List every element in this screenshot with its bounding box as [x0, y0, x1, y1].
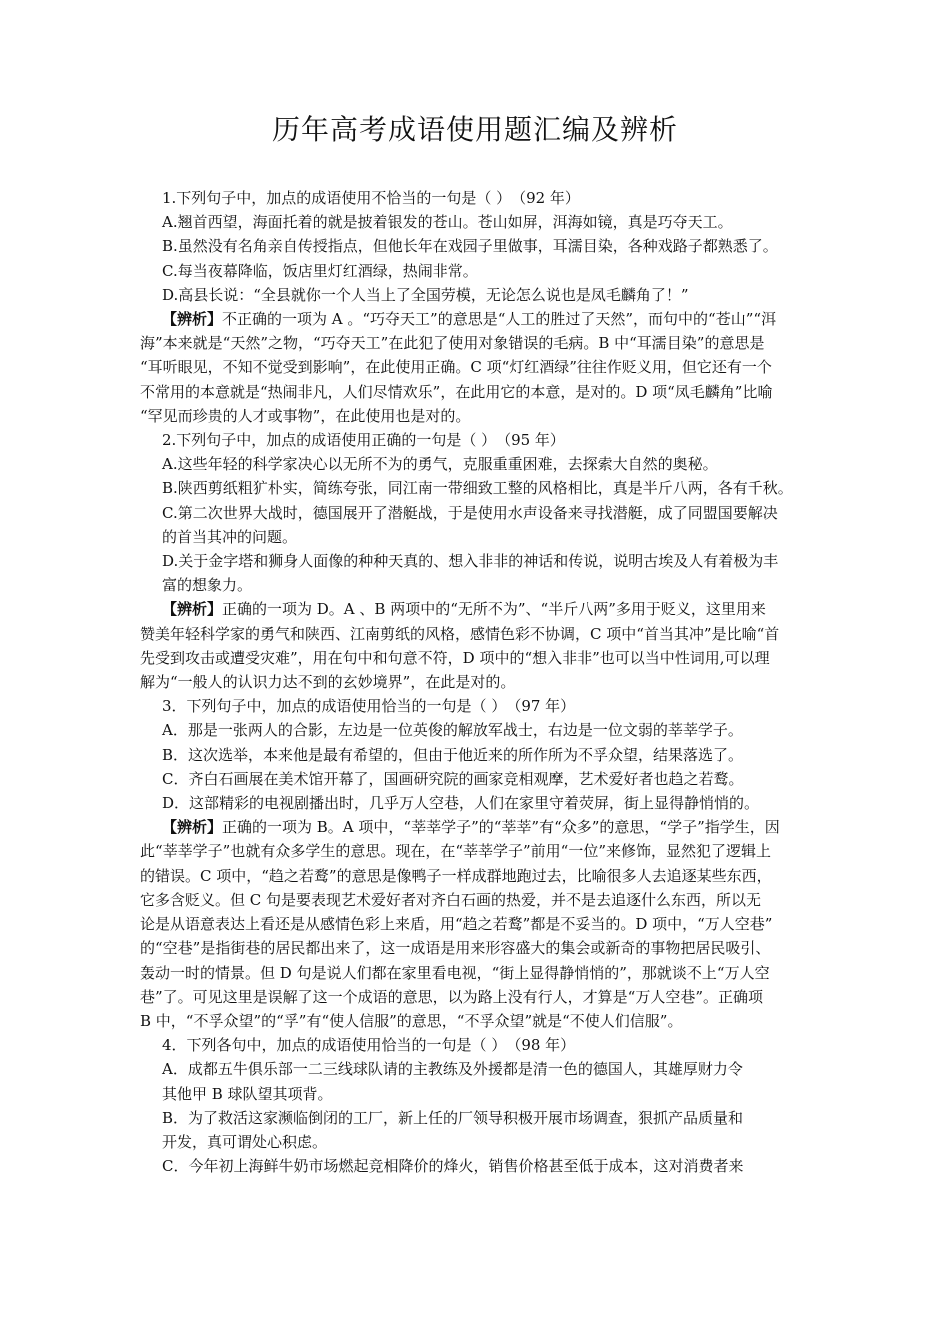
option-line: C．今年初上海鲜牛奶市场燃起竞相降价的烽火，销售价格甚至低于成本，这对消费者来 — [162, 1157, 744, 1176]
analysis-line: 不常用的本意就是“热闹非凡，人们尽情欢乐”，在此用它的本意，是对的。D 项“凤毛麟角”比喻 — [140, 382, 773, 401]
analysis-line: “罕见而珍贵的人才或事物”，在此使用也是对的。 — [140, 406, 471, 425]
question-1-option-b: B.虽然没有名角亲自传授指点，但他长年在戏园子里做事，耳濡目染，各种戏路子都熟悉了。 — [162, 237, 778, 256]
document-title: 历年高考成语使用题汇编及辨析 — [271, 113, 678, 146]
analysis-line: 海”本来就是“天然”之物，“巧夺天工”在此犯了使用对象错误的毛病。B 中“耳濡目染”的意思是 — [140, 334, 765, 353]
option-line: A．成都五牛俱乐部一二三线球队请的主教练及外援都是清一色的德国人，其雄厚财力令 — [162, 1060, 743, 1079]
analysis-tag: 【辨析】 — [162, 310, 223, 329]
question-2-option-c — [140, 501, 812, 549]
analysis-tag: 【辨析】 — [162, 600, 223, 619]
option-line: 其他甲 B 球队望其项背。 — [162, 1084, 333, 1103]
question-3-option-d: D．这部精彩的电视剧播出时，几乎万人空巷，人们在家里守着荧屏，街上显得静悄悄的。 — [162, 794, 760, 813]
question-2-analysis — [140, 597, 812, 621]
question-1-option-c: C.每当夜幕降临，饭店里灯红酒绿，热闹非常。 — [162, 261, 478, 280]
document-body — [140, 186, 812, 1178]
option-line: B．为了救活这家濒临倒闭的工厂，新上任的厂领导积极开展市场调查，狠抓产品质量和 — [162, 1108, 744, 1127]
analysis-line: 巷”了。可见这里是误解了这一个成语的意思，以为路上没有行人，才算是“万人空巷”。正确项 — [140, 987, 764, 1006]
option-line: 富的想象力。 — [162, 576, 253, 595]
analysis-line: B 中，“不孚众望”的“孚”有“使人信服”的意思，“不孚众望”就是“不使人们信服”。 — [140, 1011, 683, 1030]
question-2-stem: 2.下列句子中，加点的成语使用正确的一句是（ ） （95 年） — [162, 431, 565, 450]
question-2-option-d — [140, 549, 812, 597]
analysis-line: 轰动一时的情景。但 D 句是说人们都在家里看电视，“街上显得静悄悄的”，那就谈不上“万人空 — [140, 963, 770, 982]
analysis-line: 此“莘莘学子”也就有众多学生的意思。现在，在“莘莘学子”前用“一位”来修饰，显然犯了逻辑上 — [140, 842, 772, 861]
option-line: 的首当其冲的问题。 — [162, 527, 298, 546]
question-4-option-a — [140, 1057, 812, 1105]
analysis-line: 的“空巷”是指街巷的居民都出来了，这一成语是用来形容盛大的集会或新奇的事物把居民吸引、 — [140, 939, 771, 958]
question-3-stem: 3．下列句子中，加点的成语使用恰当的一句是（ ） （97 年） — [162, 697, 576, 716]
analysis-line: 的错误。C 项中，“趋之若鹜”的意思是像鸭子一样成群地跑过去，比喻很多人去追逐某些东西， — [140, 866, 772, 885]
question-3-option-b: B．这次选举，本来他是最有希望的，但由于他近来的所作所为不孚众望，结果落选了。 — [162, 745, 744, 764]
analysis-line: 解为“一般人的认识力达不到的玄妙境界”，在此是对的。 — [140, 673, 516, 692]
question-1-analysis — [140, 307, 812, 331]
question-4-stem: 4．下列各句中，加点的成语使用恰当的一句是（ ） （98 年） — [162, 1036, 576, 1055]
question-3-option-c: C．齐白石画展在美术馆开幕了，国画研究院的画家竞相观摩，艺术爱好者也趋之若鹜。 — [162, 769, 744, 788]
question-4-option-c — [140, 1154, 812, 1178]
question-4-option-b — [140, 1106, 812, 1154]
analysis-line: 它多含贬义。但 C 句是要表现艺术爱好者对齐白石画的热爱，并不是去追逐什么东西，所以无 — [140, 890, 762, 909]
analysis-line: 正确的一项为 B。A 项中，“莘莘学子”的“莘莘”有“众多”的意思，“学子”指学生，因 — [222, 818, 780, 837]
analysis-line: 正确的一项为 D。A 、B 两项中的“无所不为”、“半斤八两”多用于贬义，这里用来 — [222, 600, 766, 619]
question-2-option-a: A.这些年轻的科学家决心以无所不为的勇气，克服重重困难，去探索大自然的奥秘。 — [162, 455, 718, 474]
option-line: 开发，真可谓处心积虑。 — [162, 1132, 328, 1151]
analysis-line: “耳听眼见，不知不觉受到影响”，在此使用正确。C 项“灯红酒绿”往往作贬义用，但它还有一个 — [140, 358, 772, 377]
question-2-option-b: B.陕西剪纸粗犷朴实，简练夸张，同江南一带细致工整的风格相比，真是半斤八两，各有千秋。 — [162, 479, 793, 498]
question-1-option-a: A.翘首西望，海面托着的就是披着银发的苍山。苍山如屏，洱海如镜，真是巧夺天工。 — [162, 213, 733, 232]
analysis-line: 先受到攻击或遭受灾难”，用在句中和句意不符，D 项中的“想入非非”也可以当中性词用,可以理 — [140, 648, 770, 667]
question-1-stem: 1.下列句子中，加点的成语使用不恰当的一句是（ ） （92 年） — [162, 189, 580, 207]
question-3-option-a: A．那是一张两人的合影，左边是一位英俊的解放军战士，右边是一位文弱的莘莘学子。 — [162, 721, 743, 740]
question-1-option-d: D.高县长说：“全县就你一个人当上了全国劳模，无论怎么说也是凤毛麟角了！” — [162, 285, 689, 304]
analysis-line: 不正确的一项为 A 。“巧夺天工”的意思是“人工的胜过了天然”，而句中的“苍山”“洱 — [222, 310, 777, 329]
analysis-tag: 【辨析】 — [162, 818, 223, 837]
analysis-line: 论是从语意表达上看还是从感情色彩上来盾，用“趋之若鹜”都是不妥当的。D 项中，“万人空巷” — [140, 915, 773, 934]
analysis-line: 赞美年轻科学家的勇气和陕西、江南剪纸的风格，感情色彩不协调，C 项中“首当其冲”是比喻“首 — [140, 624, 780, 643]
option-line: D.关于金字塔和狮身人面像的种种天真的、想入非非的神话和传说，说明古埃及人有着极为丰 — [162, 552, 779, 571]
question-3-analysis — [140, 815, 812, 839]
option-line: C.第二次世界大战时，德国展开了潜艇战，于是使用水声设备来寻找潜艇，成了同盟国要解决 — [162, 503, 778, 522]
